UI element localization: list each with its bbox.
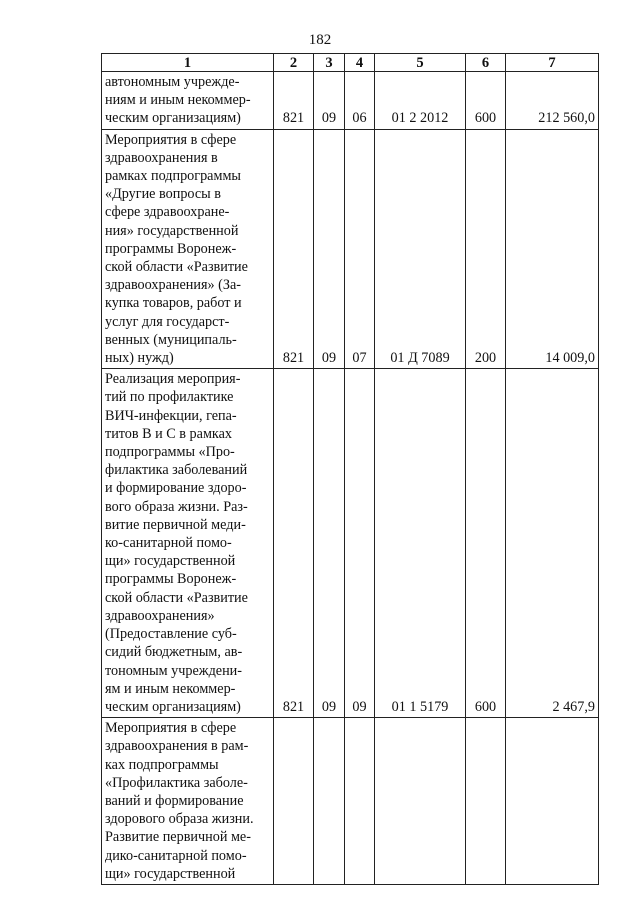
description-line: (Предоставление суб- — [105, 626, 237, 643]
description-line: ям и иным некоммер- — [105, 680, 236, 697]
description-line: ния» государственной — [105, 222, 239, 239]
description-line: ческим организациям) — [105, 698, 241, 715]
description-line: ваний и формирование — [105, 792, 244, 809]
section-code: 09 — [314, 72, 345, 130]
description-line: «Другие вопросы в — [105, 186, 221, 203]
table-row — [102, 72, 599, 130]
column-header-4: 4 — [345, 54, 375, 72]
table-row — [102, 129, 599, 369]
row-description — [102, 72, 274, 130]
target-article-code: 01 1 5179 — [375, 369, 466, 718]
page-number: 182 — [308, 32, 332, 48]
description-line: ко-санитарной помо- — [105, 535, 232, 552]
ministry-code: 821 — [274, 72, 314, 130]
description-line: ской области «Развитие — [105, 589, 248, 606]
expense-type-code: 200 — [466, 129, 506, 369]
column-header-3: 3 — [314, 54, 345, 72]
description-line: Мероприятия в сфере — [105, 720, 237, 737]
description-line: сфере здравоохране- — [105, 204, 230, 221]
column-header-7: 7 — [506, 54, 599, 72]
description-line: сидий бюджетным, ав- — [105, 644, 243, 661]
section-code — [314, 718, 345, 885]
ministry-code: 821 — [274, 129, 314, 369]
description-line: тономным учреждени- — [105, 662, 242, 679]
subsection-code — [345, 718, 375, 885]
description-line: услуг для государст- — [105, 313, 230, 330]
amount: 212 560,0 — [506, 72, 599, 130]
description-line: ках подпрограммы — [105, 756, 219, 773]
amount: 2 467,9 — [506, 369, 599, 718]
description-line: щи» государственной — [105, 865, 236, 882]
description-line: здорового образа жизни. — [105, 811, 254, 828]
target-article-code: 01 2 2012 — [375, 72, 466, 130]
subsection-code: 07 — [345, 129, 375, 369]
row-description — [102, 129, 274, 369]
description-line: витие первичной меди- — [105, 516, 246, 533]
description-line: здравоохранения» (За- — [105, 277, 241, 294]
description-line: купка товаров, работ и — [105, 295, 242, 312]
column-header-6: 6 — [466, 54, 506, 72]
description-line: программы Воронеж- — [105, 571, 237, 588]
table-row — [102, 718, 599, 885]
amount: 14 009,0 — [506, 129, 599, 369]
expense-type-code — [466, 718, 506, 885]
description-line: ческим организациям) — [105, 110, 241, 127]
section-code: 09 — [314, 369, 345, 718]
column-header-5: 5 — [375, 54, 466, 72]
column-header-2: 2 — [274, 54, 314, 72]
budget-table — [101, 53, 599, 885]
description-line: и формирование здоро- — [105, 480, 247, 497]
description-line: Развитие первичной ме- — [105, 829, 251, 846]
description-line: Реализация мероприя- — [105, 371, 241, 388]
target-article-code — [375, 718, 466, 885]
target-article-code: 01 Д 7089 — [375, 129, 466, 369]
description-line: вого образа жизни. Раз- — [105, 498, 248, 515]
description-line: щи» государственной — [105, 553, 236, 570]
description-line: здравоохранения» — [105, 607, 215, 624]
description-line: здравоохранения в — [105, 149, 218, 166]
subsection-code: 09 — [345, 369, 375, 718]
column-header-1: 1 — [102, 54, 274, 72]
header-row — [102, 54, 599, 72]
amount — [506, 718, 599, 885]
description-line: здравоохранения в рам- — [105, 738, 249, 755]
description-line: «Профилактика заболе- — [105, 774, 248, 791]
subsection-code: 06 — [345, 72, 375, 130]
description-line: филактика заболеваний — [105, 462, 248, 479]
ministry-code: 821 — [274, 369, 314, 718]
description-line: автономным учрежде- — [105, 74, 240, 90]
description-line: ВИЧ-инфекции, гепа- — [105, 407, 237, 424]
description-line: программы Воронеж- — [105, 240, 237, 257]
ministry-code — [274, 718, 314, 885]
description-line: тий по профилактике — [105, 389, 234, 406]
description-line: титов В и С в рамках — [105, 425, 232, 442]
description-line: рамках подпрограммы — [105, 168, 241, 185]
expense-type-code: 600 — [466, 72, 506, 130]
description-line: ниям и иным некоммер- — [105, 92, 251, 109]
description-line: ных) нужд) — [105, 350, 174, 367]
table-row — [102, 369, 599, 718]
expense-type-code: 600 — [466, 369, 506, 718]
row-description — [102, 718, 274, 885]
section-code: 09 — [314, 129, 345, 369]
description-line: Мероприятия в сфере — [105, 131, 237, 148]
description-line: ской области «Развитие — [105, 259, 248, 276]
description-line: дико-санитарной помо- — [105, 847, 247, 864]
description-line: венных (муниципаль- — [105, 331, 237, 348]
description-line: подпрограммы «Про- — [105, 444, 235, 461]
row-description — [102, 369, 274, 718]
